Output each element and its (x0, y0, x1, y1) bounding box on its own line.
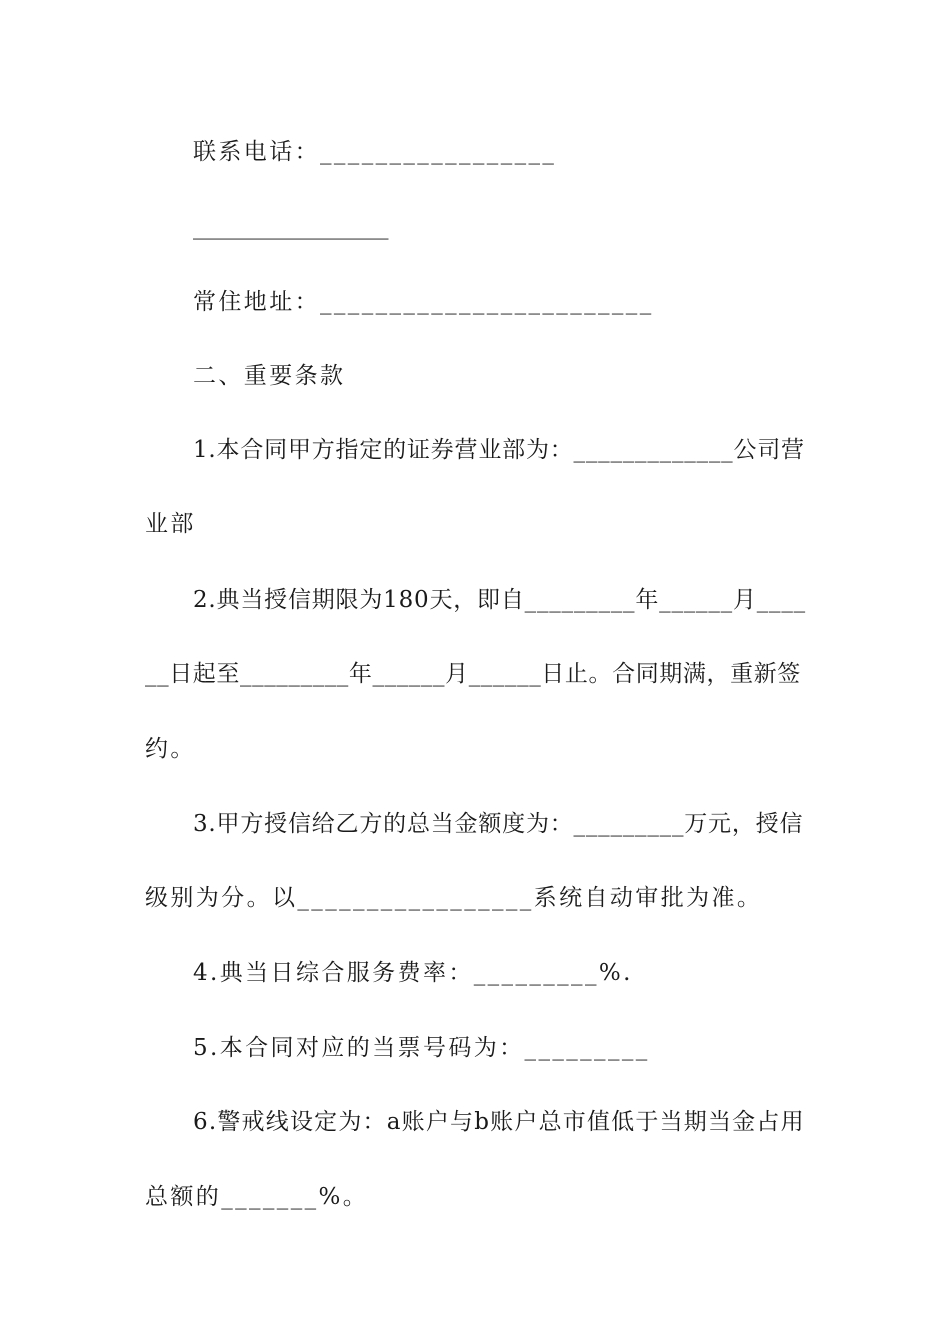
blank-line: _________________ (193, 214, 389, 240)
clause-5-line: 5.本合同对应的当票号码为：_________ (193, 1035, 650, 1061)
clause-2-line-1: 2.典当授信期限为180天，即自_________年______月____ (193, 587, 806, 613)
clause-3-line-1: 3.甲方授信给乙方的总当金额度为：_________万元，授信 (193, 811, 804, 837)
section-heading: 二、重要条款 (193, 363, 346, 389)
contact-phone-line: 联系电话：_________________ (193, 139, 557, 165)
clause-6-line-2: 总额的_______%。 (145, 1184, 369, 1210)
clause-2-line-2: __日起至_________年______月______日止。合同期满，重新签 (145, 661, 801, 687)
clause-4-line: 4.典当日综合服务费率：_________%. (193, 960, 633, 986)
clause-1-line-2: 业部 (145, 511, 196, 537)
clause-1-line-1: 1.本合同甲方指定的证券营业部为：_____________公司营 (193, 437, 805, 463)
clause-6-line-1: 6.警戒线设定为：a账户与b账户总市值低于当期当金占用 (193, 1109, 805, 1135)
clause-2-line-3: 约。 (145, 736, 196, 762)
clause-3-line-2: 级别为分。以_________________系统自动审批为准。 (145, 885, 763, 911)
permanent-address-line: 常住地址：________________________ (193, 289, 654, 315)
